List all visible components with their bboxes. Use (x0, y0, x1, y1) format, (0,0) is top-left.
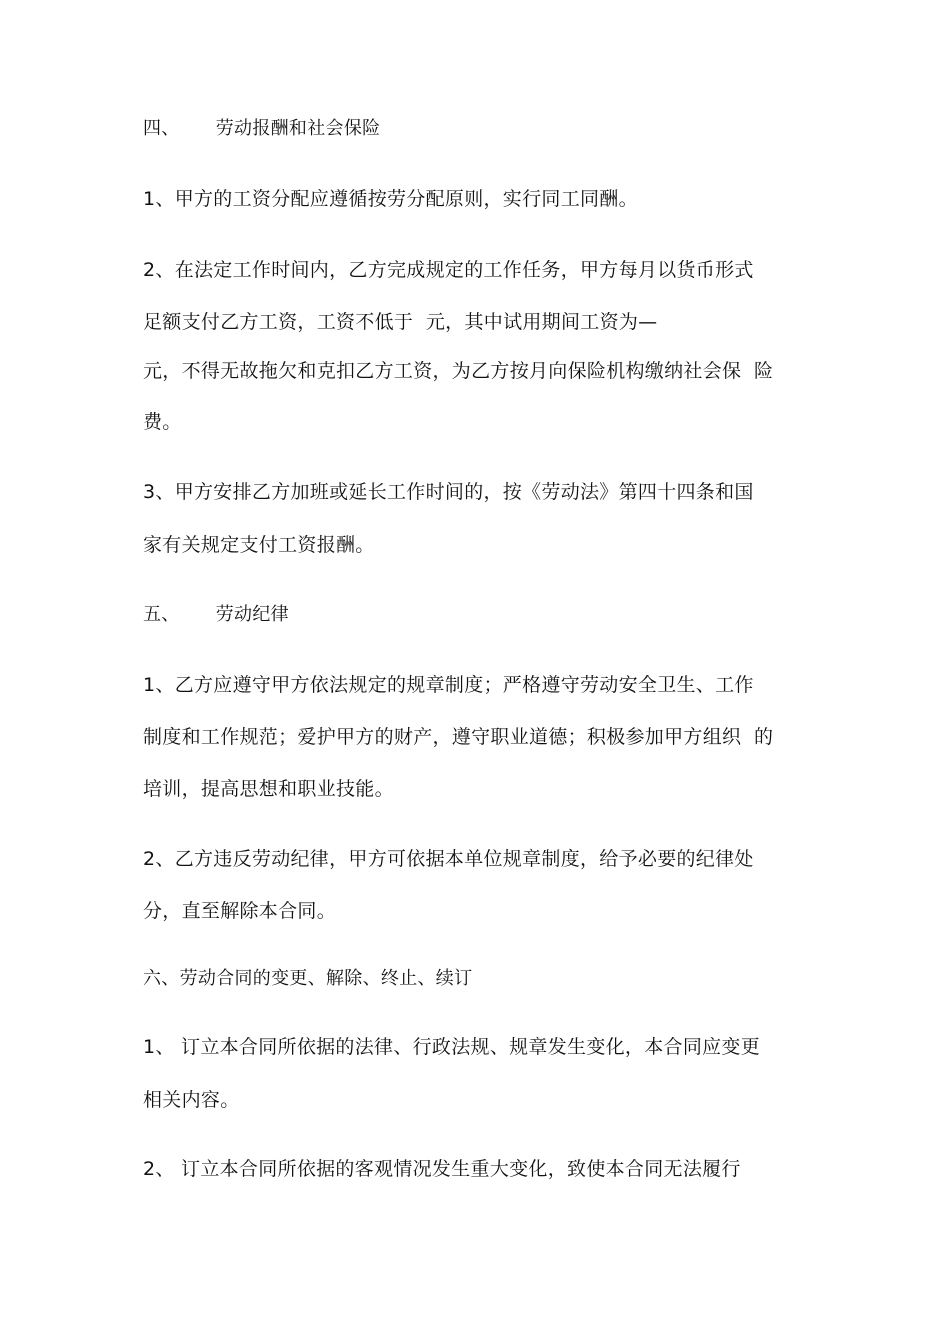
clause-4-3-line-1: 3、甲方安排乙方加班或延长工作时间的，按《劳动法》第四十四条和国 (143, 481, 754, 503)
clause-6-1-line-1: 1、 订立本合同所依据的法律、行政法规、规章发生变化，本合同应变更 (143, 1036, 761, 1058)
section-heading-5: 五、 劳动纪律 (143, 604, 289, 625)
clause-5-1-line-1: 1、乙方应遵守甲方依法规定的规章制度；严格遵守劳动安全卫生、工作 (143, 674, 754, 696)
clause-5-1-line-2: 制度和工作规范；爱护甲方的财产，遵守职业道德；积极参加甲方组织 的 (143, 726, 774, 748)
clause-4-2-line-4: 费。 (143, 411, 182, 433)
section-heading-6: 六、劳动合同的变更、解除、终止、续订 (143, 968, 473, 989)
section-heading-4: 四、 劳动报酬和社会保险 (143, 118, 381, 139)
clause-4-1-line-1: 1、甲方的工资分配应遵循按劳分配原则，实行同工同酬。 (143, 188, 638, 210)
clause-5-2-line-2: 分，直至解除本合同。 (143, 900, 337, 922)
clause-4-2-line-3: 元，不得无故拖欠和克扣乙方工资，为乙方按月向保险机构缴纳社会保 险 (143, 360, 774, 382)
clause-5-1-line-3: 培训，提高思想和职业技能。 (143, 778, 394, 800)
clause-4-2-line-1: 2、在法定工作时间内，乙方完成规定的工作任务，甲方每月以货币形式 (143, 259, 754, 281)
clause-4-3-line-2: 家有关规定支付工资报酬。 (143, 534, 375, 556)
clause-6-2-line-1: 2、 订立本合同所依据的客观情况发生重大变化，致使本合同无法履行 (143, 1158, 741, 1180)
clause-4-2-line-2: 足额支付乙方工资，工资不低于 元，其中试用期间工资为— (143, 311, 658, 333)
clause-5-2-line-1: 2、乙方违反劳动纪律，甲方可依据本单位规章制度，给予必要的纪律处 (143, 848, 754, 870)
clause-6-1-line-2: 相关内容。 (143, 1089, 240, 1111)
